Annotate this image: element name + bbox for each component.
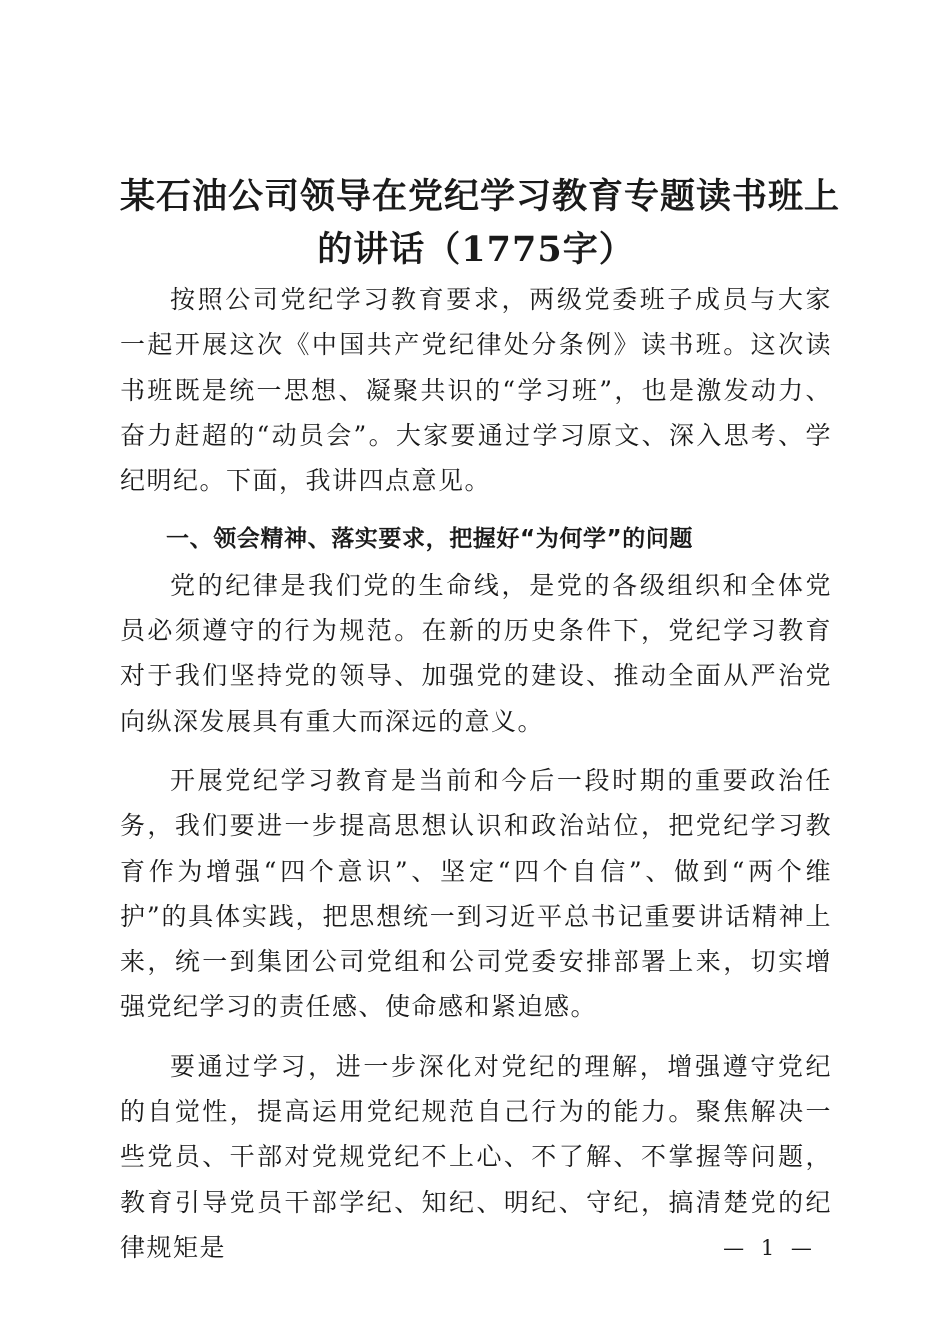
- document-body: [120, 277, 832, 1270]
- body-paragraph: 党的纪律是我们党的生命线，是党的各级组织和全体党员必须遵守的行为规范。在新的历史条件下，党纪学习教育对于我们坚持党的领导、加强党的建设、推动全面从严治党向纵深发展具有重大而深远的意义。: [120, 570, 832, 736]
- document-title: [120, 170, 841, 276]
- title-line-1: 某石油公司领导在党纪学习教育专题读书班上: [120, 176, 841, 217]
- intro-paragraph: 按照公司党纪学习教育要求，两级党委班子成员与大家一起开展这次《中国共产党纪律处分条例》读书班。这次读书班既是统一思想、凝聚共识的“学习班”，也是激发动力、奋力赶超的“动员会”。大家要通过学习原文、深入思考、学纪明纪。下面，我讲四点意见。: [120, 285, 832, 496]
- body-paragraph: 要通过学习，进一步深化对党纪的理解，增强遵守党纪的自觉性，提高运用党纪规范自己行为的能力。聚焦解决一些党员、干部对党规党纪不上心、不了解、不掌握等问题，教育引导党员干部学纪、知纪、明纪、守纪，搞清楚党的纪律规矩是: [120, 1051, 832, 1262]
- section-heading: 一、领会精神、落实要求，把握好“为何学”的问题: [166, 526, 694, 553]
- page-number: — 1 —: [723, 1236, 817, 1260]
- body-paragraph: 开展党纪学习教育是当前和今后一段时期的重要政治任务，我们要进一步提高思想认识和政治站位，把党纪学习教育作为增强“四个意识”、坚定“四个自信”、做到“两个维护”的具体实践，把思想统一到习近平总书记重要讲话精神上来，统一到集团公司党组和公司党委安排部署上来，切实增强党纪学习的责任感、使命感和紧迫感。: [120, 765, 832, 1022]
- title-line-2: 的讲话（1775字）: [317, 229, 635, 270]
